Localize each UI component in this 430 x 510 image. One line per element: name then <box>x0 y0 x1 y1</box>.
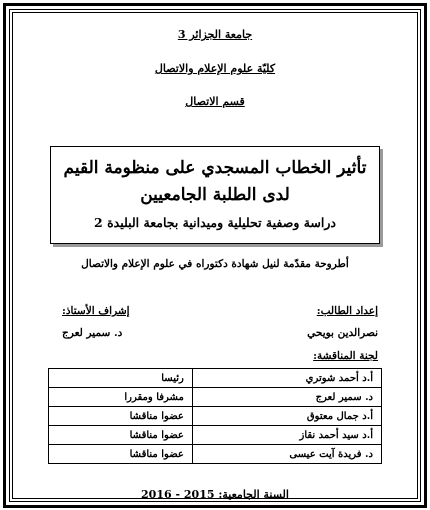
university-name: جامعة الجزائر 3 <box>177 28 253 41</box>
jury-row <box>49 388 382 407</box>
jury-member-role: عضوا مناقشا <box>49 445 193 464</box>
jury-member-name: د. سمير لعرج <box>192 388 381 407</box>
thesis-study-type: دراسة وصفية تحليلية وميدانية بجامعة البليدة 2 <box>94 215 336 230</box>
jury-member-role: رئيسا <box>49 369 193 388</box>
jury-row <box>49 407 382 426</box>
jury-row <box>49 369 382 388</box>
academic-year: السنة الجامعية: 2015 - 2016 <box>141 488 289 501</box>
supervisor-name: د. سمير لعرج <box>62 327 123 339</box>
jury-row <box>49 426 382 445</box>
student-name: نصرالدين بويحي <box>307 327 378 339</box>
jury-table <box>48 368 382 464</box>
jury-member-name: أ.د جمال معتوق <box>192 407 381 426</box>
jury-member-name: د. فريدة آيت عيسى <box>192 445 381 464</box>
supervisor-label: إشراف الأستاذ: <box>62 305 130 317</box>
student-label: إعداد الطالب: <box>316 305 378 317</box>
title-box <box>50 146 380 244</box>
thesis-title: تأثير الخطاب المسجدي على منظومة القيم لدى الطلبة الجامعيين <box>63 158 367 205</box>
jury-label: لجنة المناقشة: <box>313 350 378 362</box>
degree-statement: أطروحة مقدّمة لنيل شهادة دكتوراه في علوم الإعلام والاتصال <box>81 258 349 270</box>
jury-row <box>49 445 382 464</box>
department-name: قسم الاتصال <box>185 95 245 108</box>
jury-member-name: أ.د سيد أحمد نقاز <box>192 426 381 445</box>
faculty-name: كليّة علوم الإعلام والاتصال <box>154 62 276 75</box>
jury-member-name: أ.د أحمد شوتري <box>192 369 381 388</box>
jury-member-role: مشرفا ومقررا <box>49 388 193 407</box>
jury-member-role: عضوا مناقشا <box>49 407 193 426</box>
jury-member-role: عضوا مناقشا <box>49 426 193 445</box>
